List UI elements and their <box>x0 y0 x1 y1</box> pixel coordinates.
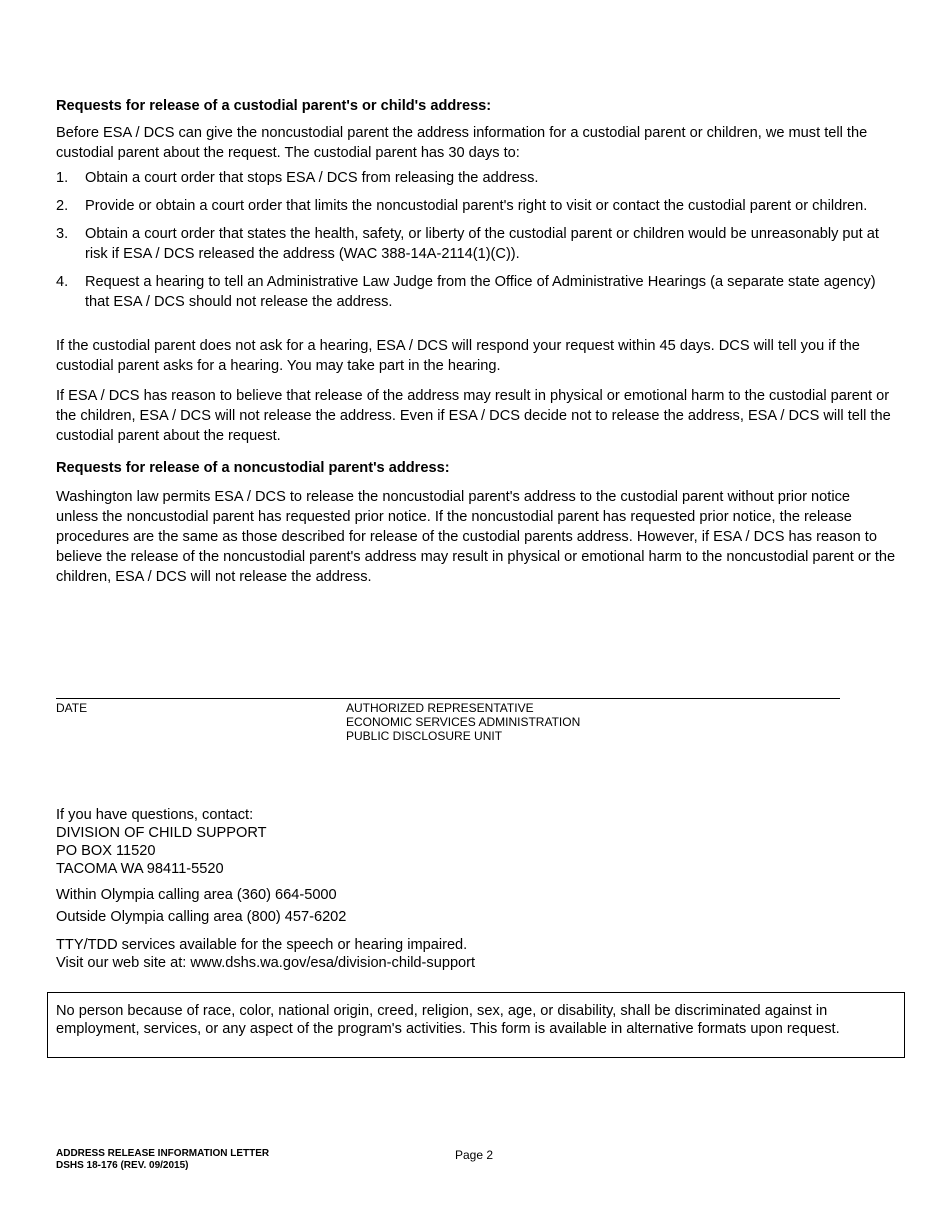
contact-intro: If you have questions, contact: <box>56 807 254 823</box>
list-item-text: Obtain a court order that states the health, safety, or liberty of the custodial parent or children would be unreasonably put at risk if ESA / DCS released the address (WAC 388-14A-2114(1)(C)). <box>85 226 879 262</box>
signature-line <box>56 698 840 699</box>
form-title: ADDRESS RELEASE INFORMATION LETTER <box>56 1148 270 1159</box>
hearing-paragraph: If the custodial parent does not ask for a hearing, ESA / DCS will respond your request within 45 days. DCS will tell you if the custodial parent asks for a hearing. You may take part in the hearing. <box>56 338 860 374</box>
date-label: DATE <box>56 701 88 715</box>
phone-outside: Outside Olympia calling area (800) 457-6202 <box>56 909 347 925</box>
list-item-number: 3. <box>56 226 69 242</box>
list-item-text: Request a hearing to tell an Administrative Law Judge from the Office of Administrative Hearings (a separate state agency) that ESA / DCS should not release the address. <box>85 274 876 310</box>
phone-within: Within Olympia calling area (360) 664-5000 <box>56 887 337 903</box>
section1-heading: Requests for release of a custodial parent's or child's address: <box>56 98 492 114</box>
form-footer <box>56 1148 269 1172</box>
rep-line-3: PUBLIC DISCLOSURE UNIT <box>346 729 503 743</box>
section2-body: Washington law permits ESA / DCS to release the noncustodial parent's address to the custodial parent without prior notice unless the noncustodial parent has requested prior notice. If the noncustodial parent has requested prior notice, the release procedures are the same as those described for release of the custodial parents address. However, if ESA / DCS has reason to believe the release of the noncustodial parent's address may result in physical or emotional harm to the noncustodial parent or the children, ESA / DCS will not release the address. <box>56 489 896 585</box>
list-item <box>56 272 896 312</box>
release-conditions-list <box>56 168 896 320</box>
authorized-representative-label <box>346 701 580 743</box>
nondiscrimination-notice: No person because of race, color, national origin, creed, religion, sex, age, or disability, shall be discriminated against in employment, services, or any aspect of the program's activities. This form is available in alternative formats upon request. <box>47 992 905 1058</box>
website-link[interactable]: Visit our web site at: www.dshs.wa.gov/esa/division-child-support <box>56 955 476 971</box>
contact-city: TACOMA WA 98411-5520 <box>56 861 224 877</box>
form-number: DSHS 18-176 (REV. 09/2015) <box>56 1160 189 1171</box>
list-item <box>56 224 896 264</box>
list-item-number: 4. <box>56 274 69 290</box>
list-item-number: 1. <box>56 170 69 186</box>
harm-paragraph: If ESA / DCS has reason to believe that release of the address may result in physical or emotional harm to the custodial parent or the children, ESA / DCS will not release the address. Even if ESA / DCS decide not to release the address, ESA / DCS will tell the custodial parent about the request. <box>56 388 891 444</box>
contact-org: DIVISION OF CHILD SUPPORT <box>56 825 267 841</box>
rep-line-1: AUTHORIZED REPRESENTATIVE <box>346 701 534 715</box>
list-item-text: Provide or obtain a court order that limits the noncustodial parent's right to visit or contact the custodial parent or children. <box>85 198 868 214</box>
accessibility-block <box>56 936 475 972</box>
list-item-text: Obtain a court order that stops ESA / DCS from releasing the address. <box>85 170 539 186</box>
rep-line-2: ECONOMIC SERVICES ADMINISTRATION <box>346 715 581 729</box>
page-number: Page 2 <box>455 1148 494 1162</box>
list-item <box>56 168 896 188</box>
section1-intro: Before ESA / DCS can give the noncustodial parent the address information for a custodial parent or children, we must tell the custodial parent about the request. The custodial parent has 30 days to: <box>56 125 868 161</box>
list-item-number: 2. <box>56 198 69 214</box>
list-item <box>56 196 896 216</box>
tty-info: TTY/TDD services available for the speech or hearing impaired. <box>56 937 468 953</box>
contact-block <box>56 806 267 878</box>
phone-block <box>56 886 346 926</box>
contact-po-box: PO BOX 11520 <box>56 843 156 859</box>
section2-heading: Requests for release of a noncustodial parent's address: <box>56 460 450 476</box>
